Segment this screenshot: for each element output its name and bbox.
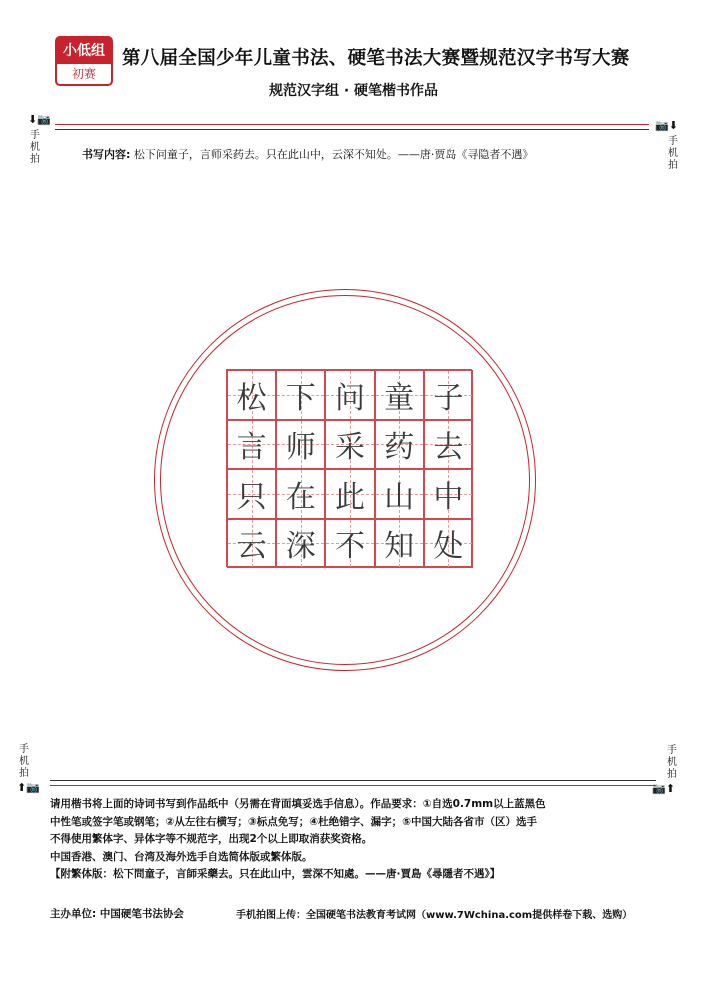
grid-cell: 师 <box>276 420 325 470</box>
organizer-text: 主办单位: 中国硬笔书法协会 <box>50 908 184 920</box>
instructions-line: 中性笔或签字笔或钢笔；②从左往右横写；③标点免写；④杜绝错字、漏字；⑤中国大陆各省市（区）选手 <box>50 815 538 828</box>
upload-camera-icon: ⬆📷 <box>17 781 40 794</box>
grid-cell: 知 <box>375 519 424 569</box>
instructions-block <box>50 796 670 884</box>
grid-cell: 在 <box>276 469 325 519</box>
bottom-rule-dark <box>50 780 656 781</box>
grid-cell: 云 <box>227 519 276 569</box>
writing-content-label: 书写内容: <box>82 148 131 161</box>
upload-info-text: 手机拍图上传：全国硬笔书法教育考试网（www.7Wchina.com提供样卷下载、选购） <box>236 910 633 921</box>
top-rule-dark <box>55 129 649 130</box>
group-label: 小低组 <box>57 38 111 64</box>
grid-cell: 言 <box>227 420 276 470</box>
grid-cell: 采 <box>325 420 374 470</box>
camera-upload-icon: 📷⬆ <box>652 782 675 795</box>
bottom-rule-red <box>50 785 656 786</box>
grid-cell: 处 <box>424 519 473 569</box>
phone-photo-mark-bottom-left: 手机拍 <box>19 744 29 779</box>
grid-cell: 子 <box>424 370 473 420</box>
camera-download-icon: 📷⬇ <box>655 119 678 132</box>
grid-cell: 此 <box>325 469 374 519</box>
grid-cell: 松 <box>227 370 276 420</box>
phone-photo-mark-top-left: 手机拍 <box>30 130 40 165</box>
round-label: 初赛 <box>71 67 96 81</box>
traditional-version-line: 【附繁体版：松下問童子，言師采藥去。只在此山中，雲深不知處。——唐·賈島《尋隱者不遇》】 <box>50 868 501 880</box>
grid-cell: 童 <box>375 370 424 420</box>
top-rule-red <box>55 124 649 125</box>
instructions-line: 请用楷书将上面的诗词书写到作品纸中（另需在背面填妥选手信息）。作品要求：①自选0.7mm以上蓝黑色 <box>50 798 546 810</box>
grid-cell: 不 <box>325 519 374 569</box>
grid-cell: 下 <box>276 370 325 420</box>
grid-cell: 深 <box>276 519 325 569</box>
grid-cell: 问 <box>325 370 374 420</box>
grid-cell: 山 <box>375 469 424 519</box>
phone-photo-mark-top-right: 手机拍 <box>668 136 678 171</box>
page-subtitle: 规范汉字组 · 硬笔楷书作品 <box>268 83 439 99</box>
group-badge <box>55 36 113 86</box>
writing-grid <box>226 369 472 567</box>
grid-cell: 只 <box>227 469 276 519</box>
grid-cell: 去 <box>424 420 473 470</box>
writing-content <box>82 146 533 162</box>
phone-photo-mark-bottom-right: 手机拍 <box>667 745 677 780</box>
grid-cell: 中 <box>424 469 473 519</box>
instructions-line: 中国香港、澳门、台湾及海外选手自选简体版或繁体版。 <box>50 850 313 863</box>
grid-cell: 药 <box>375 420 424 470</box>
instructions-line: 不得使用繁体字、异体字等不规范字，出现2个以上即取消获奖资格。 <box>50 833 373 845</box>
download-camera-icon: ⬇📷 <box>28 113 51 126</box>
page-title: 第八届全国少年儿童书法、硬笔书法大赛暨规范汉字书写大赛 <box>122 48 630 69</box>
writing-content-text: 松下问童子，言师采药去。只在此山中，云深不知处。——唐·贾岛《寻隐者不遇》 <box>133 148 534 161</box>
